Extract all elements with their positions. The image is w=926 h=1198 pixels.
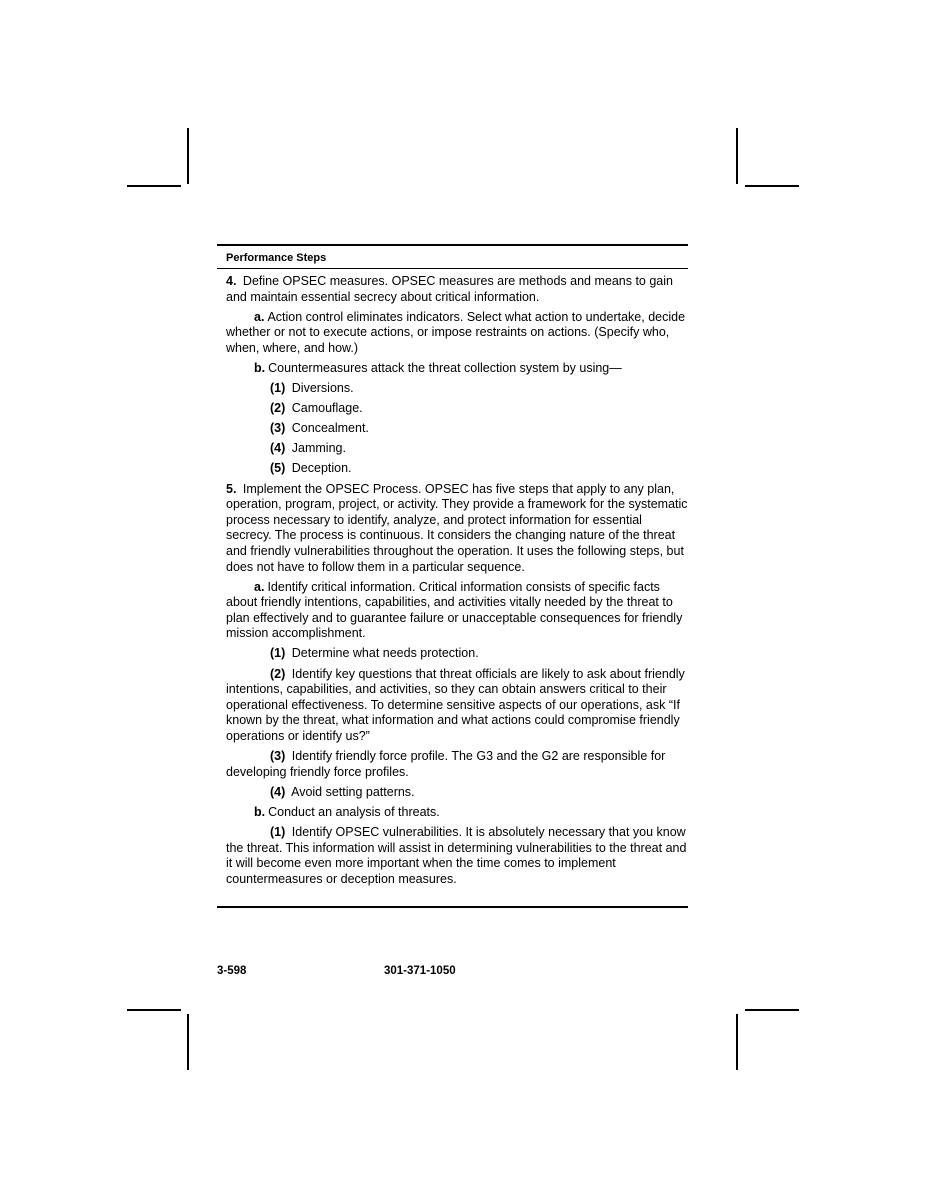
item-text: Jamming. (291, 441, 346, 456)
step-4a (226, 310, 688, 357)
step-4b (226, 361, 688, 377)
substep-text: Identify critical information. Critical information consists of specific facts about friendly intentions, capabilities, and activities vitally needed by the threat to plan effectively and to guarantee failure or unacceptable consequences for friendly mission accomplishment. (226, 579, 683, 641)
crop-mark-bottom-left-horizontal (127, 1009, 181, 1011)
step-text: Define OPSEC measures. OPSEC measures are methods and means to gain and maintain essential secrecy about critical information. (226, 274, 673, 304)
step-label: 4. (226, 274, 237, 288)
item-label: (4) (270, 784, 286, 799)
section-header: Performance Steps (226, 252, 327, 264)
step-4b-item (226, 401, 688, 417)
crop-mark-bottom-right-vertical (736, 1014, 738, 1070)
substep-text: Conduct an analysis of threats. (268, 804, 440, 819)
substep-label: b. (254, 804, 266, 819)
step-5b-item (226, 825, 688, 887)
substep-label: b. (254, 360, 266, 375)
item-label: (1) (270, 646, 286, 661)
step-label: 5. (226, 481, 237, 496)
item-label: (3) (270, 421, 286, 436)
item-text: Identify key questions that threat officials are likely to ask about friendly intentions, capabilities, and activities, so they can obtain answers critical to their operational effectiveness. To determine sensitive aspects of our operations, ask “If known by the threat, what information and what actions could compromise friendly operations or identify us?” (226, 666, 685, 743)
item-text: Concealment. (291, 421, 369, 436)
item-text: Deception. (291, 461, 352, 476)
item-text: Camouflage. (291, 401, 363, 416)
item-label: (3) (270, 749, 286, 764)
step-5a-item (226, 785, 688, 801)
substep-text: Countermeasures attack the threat collection system by using— (268, 360, 622, 375)
step-5a (226, 580, 688, 642)
step-4b-item (226, 441, 688, 457)
step-4b-item (226, 381, 688, 397)
body-text (217, 269, 688, 887)
item-label: (4) (270, 441, 286, 456)
step-4b-item (226, 421, 688, 437)
step-4 (226, 274, 688, 305)
item-text: Avoid setting patterns. (291, 784, 415, 799)
item-label: (2) (270, 401, 286, 416)
step-5a-item (226, 646, 688, 662)
step-text: Implement the OPSEC Process. OPSEC has five steps that apply to any plan, operation, program, project, or activity. They provide a framework for the systematic process necessary to identify, analyze, and protect information for essential secrecy. The process is continuous. It considers the changing nature of the threat and friendly vulnerabilities throughout the operation. It uses the following steps, but does not have to follow them in a particular sequence. (226, 481, 688, 574)
item-text: Diversions. (291, 381, 354, 396)
item-label: (1) (270, 824, 286, 839)
substep-label: a. (254, 309, 265, 324)
content-bottom-rule (217, 906, 688, 908)
item-label: (5) (270, 461, 286, 476)
crop-mark-top-right-vertical (736, 128, 738, 184)
crop-mark-top-right-horizontal (745, 185, 799, 187)
page-number: 3-598 (217, 965, 247, 977)
substep-text: Action control eliminates indicators. Select what action to undertake, decide whether or not to execute actions, or impose restraints on actions. (Specify who, when, where, and how.) (226, 309, 686, 355)
crop-mark-bottom-left-vertical (187, 1014, 189, 1070)
page-content (217, 244, 688, 892)
item-label: (2) (270, 666, 286, 681)
substep-label: a. (254, 579, 265, 594)
document-code: 301-371-1050 (384, 965, 456, 977)
item-label: (1) (270, 381, 286, 396)
item-text: Identify OPSEC vulnerabilities. It is absolutely necessary that you know the threat. This information will assist in determining vulnerabilities to the threat and it will become even more important when the time comes to implement countermeasures or deception measures. (226, 824, 687, 886)
crop-mark-top-left-horizontal (127, 185, 181, 187)
crop-mark-bottom-right-horizontal (745, 1009, 799, 1011)
item-text: Determine what needs protection. (291, 646, 479, 661)
step-5 (226, 482, 688, 576)
item-text: Identify friendly force profile. The G3 and the G2 are responsible for developing friendly force profiles. (226, 749, 666, 779)
step-5a-item (226, 667, 688, 745)
step-4b-item (226, 461, 688, 477)
step-5a-item (226, 749, 688, 780)
step-5b (226, 805, 688, 821)
crop-mark-top-left-vertical (187, 128, 189, 184)
